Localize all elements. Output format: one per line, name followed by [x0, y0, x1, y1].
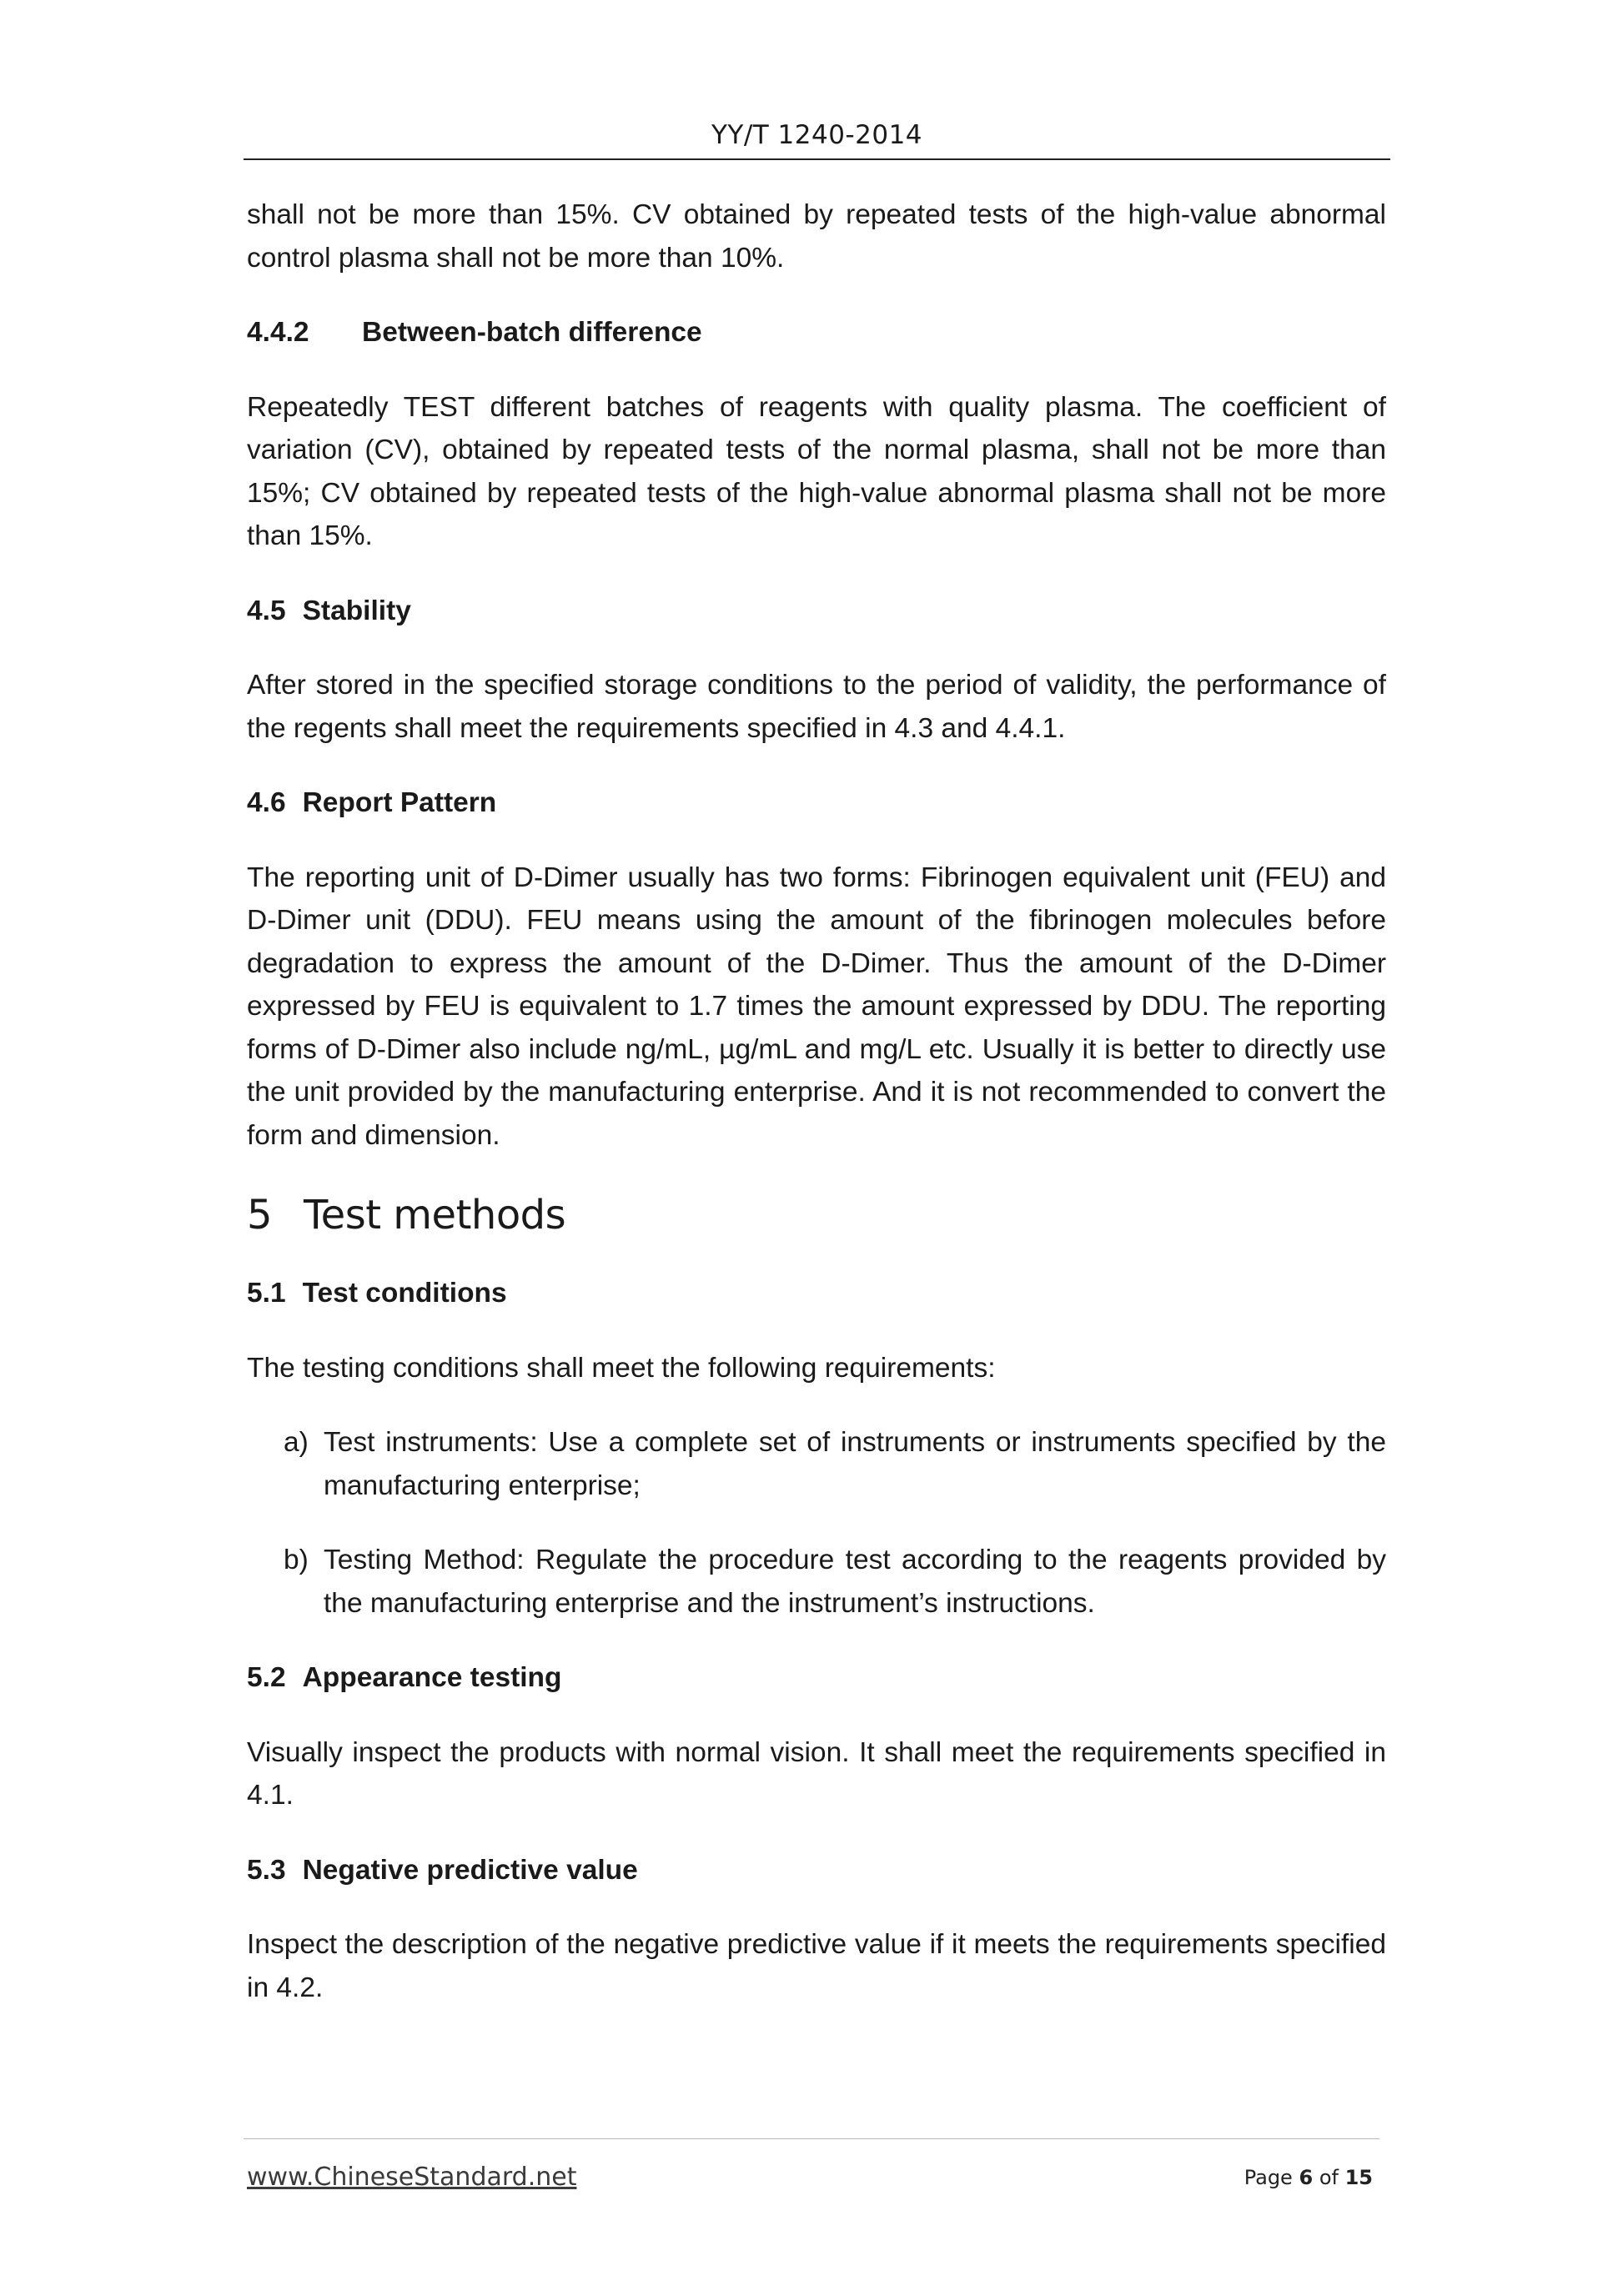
section-number: 4.5: [247, 595, 286, 626]
section-title: Report Pattern: [302, 787, 497, 818]
section-title: Appearance testing: [302, 1662, 562, 1693]
paragraph-4-4-2: Repeatedly TEST different batches of reagents with quality plasma. The coefficient of variation (CV), obtained by repeated tests of the normal plasma, shall not be more than 15%; CV obtained by repeated tests of the high-value abnormal plasma shall not be more than 15%.: [247, 391, 1386, 551]
paragraph-5-1: The testing conditions shall meet the following requirements:: [247, 1352, 996, 1384]
page-total: 15: [1344, 2166, 1373, 2189]
section-number: 5.3: [247, 1854, 286, 1886]
list-item: [247, 1539, 1386, 1625]
section-number: 5.2: [247, 1662, 286, 1693]
list-item-text: Test instruments: Use a complete set of instruments or instruments specified by the manufacturing enterprise;: [324, 1427, 1386, 1501]
clause-number: 5: [247, 1192, 273, 1238]
section-title: Test conditions: [302, 1278, 507, 1309]
list-marker: a): [284, 1427, 309, 1458]
paragraph-continuation: shall not be more than 15%. CV obtained by repeated tests of the high-value abnormal control plasma shall not be more than 10%.: [247, 199, 1386, 274]
section-heading-4-4-2: [247, 311, 1386, 354]
section-heading-5-1: [247, 1272, 1386, 1315]
section-heading-4-5: [247, 590, 1386, 633]
section-number: 5.1: [247, 1278, 286, 1309]
section-heading-5-2: [247, 1656, 1386, 1700]
requirements-list: [247, 1421, 1386, 1625]
page-word: Page: [1244, 2166, 1293, 2189]
list-marker: b): [284, 1545, 309, 1575]
document-body: [247, 193, 1386, 2041]
section-number: 4.6: [247, 787, 286, 818]
paragraph-4-6: The reporting unit of D-Dimer usually has two forms: Fibrinogen equivalent unit (FEU) and D-Dimer unit (DDU). FEU means using the amount of the fibrinogen molecules before degradation to express the amount of the D-Dimer. Thus the amount of the D-Dimer expressed by FEU is equivalent to 1.7 times the amount expressed by DDU. The reporting forms of D-Dimer also include ng/mL, µg/mL and mg/L etc. Usually it is better to directly use the unit provided by the manufacturing enterprise. And it is not recommended to convert the form and dimension.: [247, 862, 1386, 1151]
section-heading-5-3: [247, 1849, 1386, 1892]
page-header: [244, 115, 1390, 160]
page-indicator: [1244, 2166, 1373, 2189]
page-footer: [244, 2138, 1379, 2192]
section-heading-4-6: [247, 781, 1386, 825]
standard-id: YY/T 1240-2014: [711, 120, 923, 150]
paragraph-5-2: Visually inspect the products with normal vision. It shall meet the requirements specified in 4.1.: [247, 1736, 1386, 1811]
website-link[interactable]: www.ChineseStandard.net: [247, 2163, 577, 2192]
paragraph-4-5: After stored in the specified storage conditions to the period of validity, the performance of the regents shall meet the requirements specified in 4.3 and 4.4.1.: [247, 670, 1386, 744]
section-title: Between-batch difference: [362, 317, 702, 348]
list-item: [247, 1421, 1386, 1507]
page-current: 6: [1299, 2166, 1314, 2189]
section-title: Negative predictive value: [302, 1854, 638, 1886]
list-item-text: Testing Method: Regulate the procedure test according to the reagents provided by the manufacturing enterprise and the instrument’s instructions.: [324, 1545, 1386, 1619]
clause-title: Test methods: [304, 1192, 566, 1238]
paragraph-5-3: Inspect the description of the negative predictive value if it meets the requirements specified in 4.2.: [247, 1929, 1386, 2003]
section-title: Stability: [302, 595, 411, 626]
section-number: 4.4.2: [247, 317, 309, 348]
clause-heading-5: [247, 1188, 1386, 1242]
page-of: of: [1319, 2166, 1339, 2189]
